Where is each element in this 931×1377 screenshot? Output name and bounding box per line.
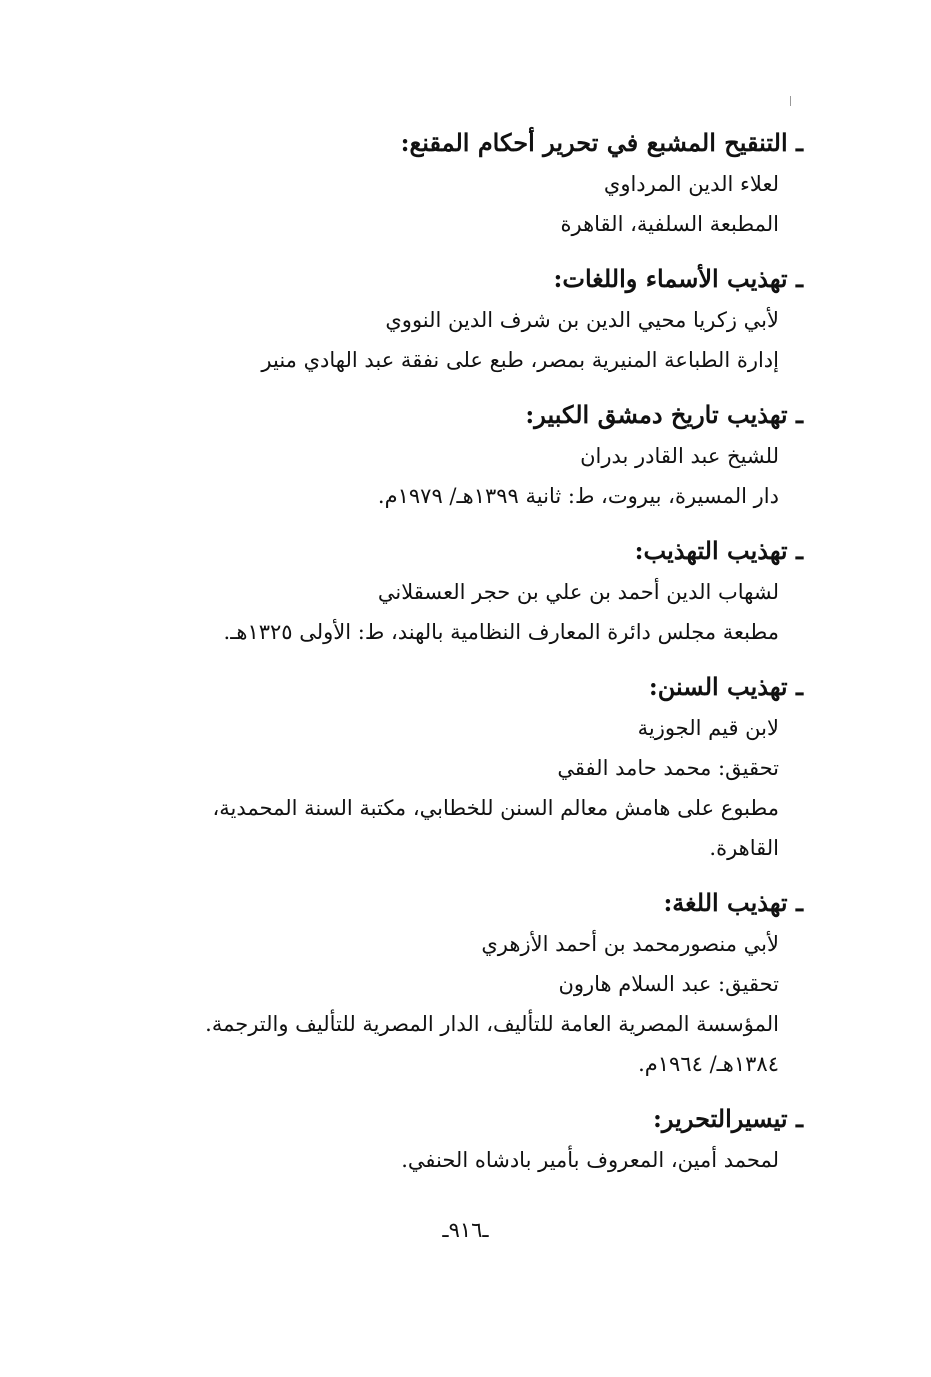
bibliography-entry xyxy=(99,258,803,380)
entry-publisher: دار المسيرة، بيروت، ط: ثانية ١٣٩٩هـ/ ١٩٧٩م. xyxy=(377,484,779,508)
entry-publisher-continued: القاهرة. xyxy=(709,836,779,860)
entry-publisher: المطبعة السلفية، القاهرة xyxy=(560,212,779,236)
bibliography-entry xyxy=(99,122,803,244)
page-number: ـ٩١٦ـ xyxy=(442,1218,489,1242)
bibliography-entry xyxy=(99,666,803,868)
entry-author: لأبي منصورمحمد بن أحمد الأزهري xyxy=(481,932,779,956)
entry-publisher: المؤسسة المصرية العامة للتأليف، الدار المصرية للتأليف والترجمة. xyxy=(205,1012,779,1036)
entry-author: لأبي زكريا محيي الدين بن شرف الدين النووي xyxy=(385,308,779,332)
entry-publisher: إدارة الطباعة المنيرية بمصر، طبع على نفقة عبد الهادي منير xyxy=(261,348,779,372)
entry-title: ـ تهذيب اللغة: xyxy=(663,888,803,917)
bibliography-entry xyxy=(99,394,803,516)
entry-publisher: مطبعة مجلس دائرة المعارف النظامية بالهند، ط: الأولى ١٣٢٥هـ. xyxy=(223,620,779,644)
entry-author: لابن قيم الجوزية xyxy=(637,716,779,740)
entry-editor: تحقيق: محمد حامد الفقي xyxy=(557,756,779,780)
bibliography-list xyxy=(99,122,803,1194)
entry-publisher: مطبوع على هامش معالم السنن للخطابي، مكتبة السنة المحمدية، xyxy=(212,796,779,820)
entry-author: لمحمد أمين، المعروف بأمير بادشاه الحنفي. xyxy=(401,1148,779,1172)
entry-title: ـ تهذيب تاريخ دمشق الكبير: xyxy=(525,400,803,429)
entry-author: للشيخ عبد القادر بدران xyxy=(580,444,779,468)
bibliography-entry xyxy=(99,530,803,652)
entry-title: ـ تيسيرالتحرير: xyxy=(653,1104,803,1133)
entry-title: ـ تهذيب الأسماء واللغات: xyxy=(553,264,803,293)
entry-author: لعلاء الدين المرداوي xyxy=(603,172,779,196)
bibliography-entry xyxy=(99,1098,803,1180)
entry-date: ١٣٨٤هـ/ ١٩٦٤م. xyxy=(638,1052,779,1076)
entry-editor: تحقيق: عبد السلام هارون xyxy=(558,972,779,996)
entry-title: ـ تهذيب السنن: xyxy=(648,672,803,701)
entry-title: ـ التنقيح المشبع في تحرير أحكام المقنع: xyxy=(400,128,803,157)
bibliography-entry xyxy=(99,882,803,1084)
margin-mark xyxy=(790,96,791,106)
entry-title: ـ تهذيب التهذيب: xyxy=(634,536,803,565)
entry-author: لشهاب الدين أحمد بن علي بن حجر العسقلاني xyxy=(377,580,779,604)
